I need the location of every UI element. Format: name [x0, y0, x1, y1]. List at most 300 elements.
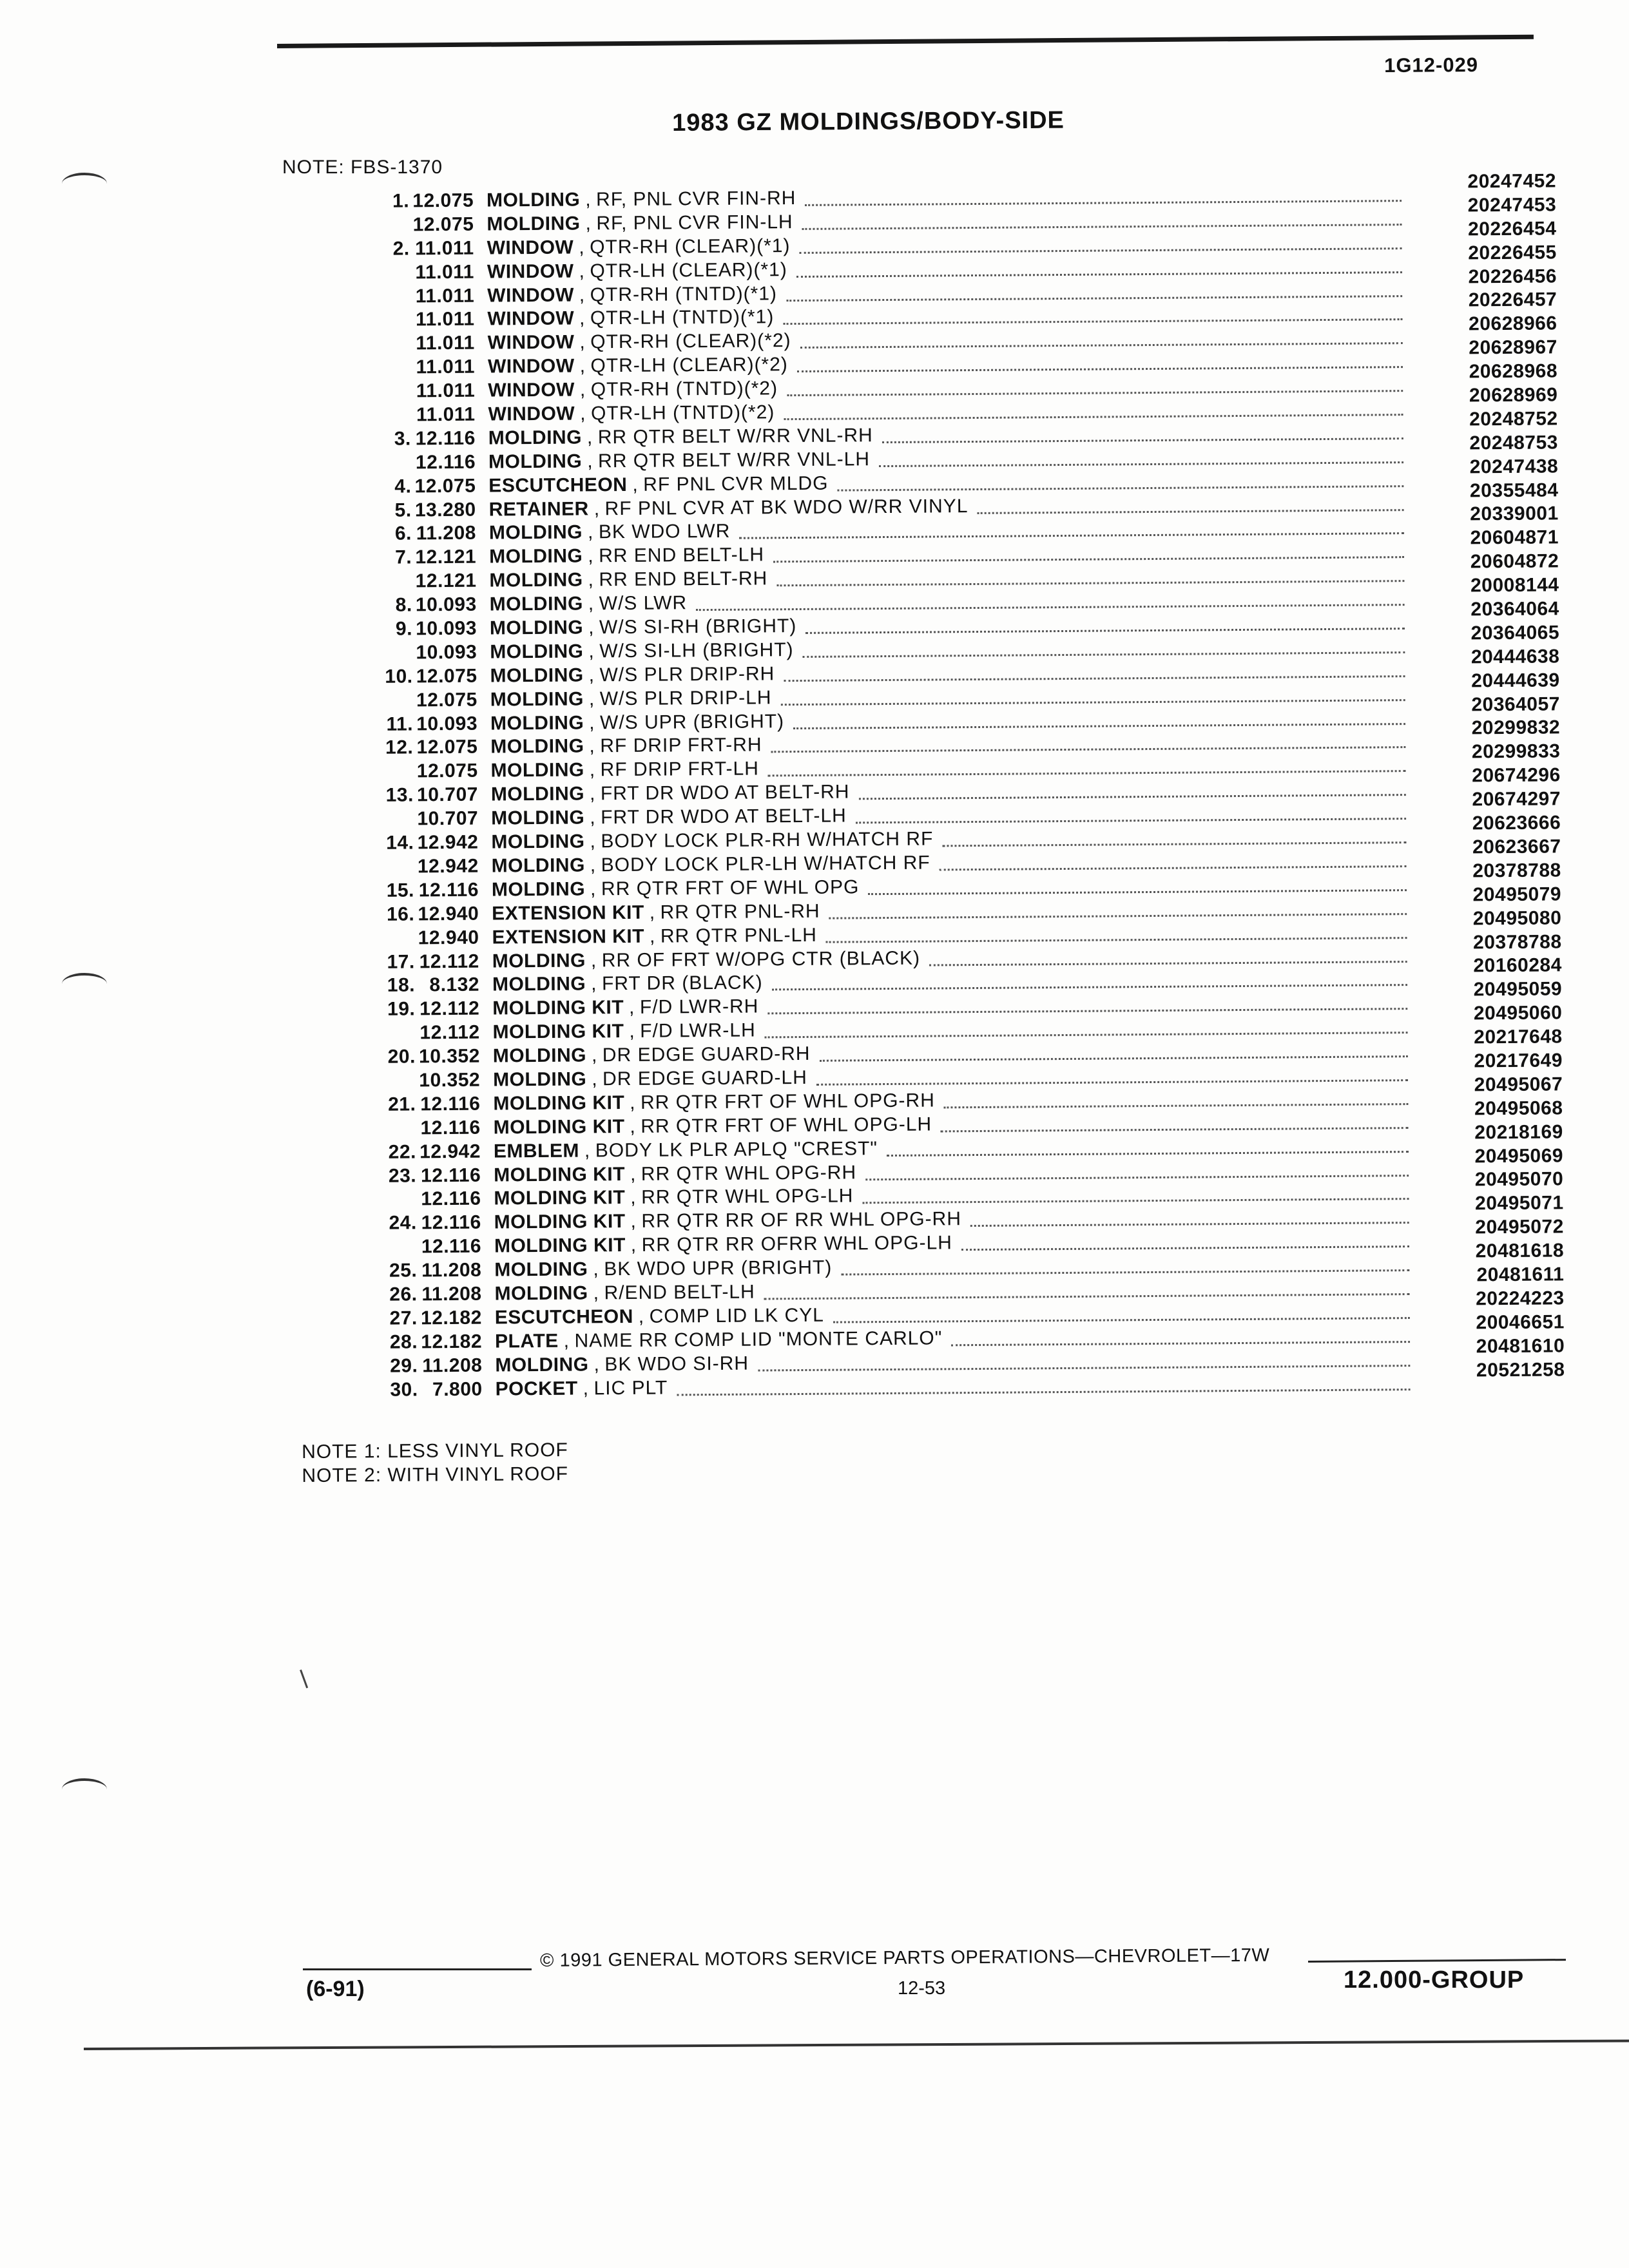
part-spec: BK WDO SI-RH — [604, 1352, 749, 1375]
part-spec: BK WDO LWR — [598, 521, 731, 543]
part-spec: QTR-RH (TNTD)(*2) — [590, 378, 778, 401]
separator-comma: , — [584, 1140, 590, 1162]
group-number: 10.352 — [418, 1045, 480, 1068]
item-number — [365, 1117, 416, 1118]
dot-leader — [868, 889, 1407, 895]
page-title: 1983 GZ MOLDINGS/BODY-SIDE — [672, 106, 1065, 137]
separator-comma: , — [585, 213, 592, 235]
part-number: 20160284 — [1473, 954, 1562, 977]
part-spec: RF DRIP FRT-LH — [600, 758, 759, 781]
part-number: 20008144 — [1470, 574, 1559, 597]
part-name: PLATE — [494, 1330, 559, 1352]
part-number: 20224223 — [1476, 1287, 1565, 1310]
part-name: MOLDING KIT — [494, 1211, 626, 1233]
item-number — [363, 927, 414, 928]
separator-comma: , — [589, 711, 595, 733]
part-spec: QTR-RH (CLEAR)(*1) — [590, 235, 791, 258]
group-number: 12.121 — [415, 570, 477, 592]
footer-rule-right — [1308, 1959, 1566, 1963]
separator-comma: , — [593, 1258, 599, 1280]
dot-leader — [879, 461, 1403, 467]
item-number — [360, 571, 412, 572]
group-number: 12.112 — [419, 1021, 480, 1044]
group-number: 12.116 — [420, 1093, 481, 1115]
separator-comma: , — [563, 1330, 570, 1352]
item-number: 3. — [394, 428, 411, 450]
group-number: 11.208 — [421, 1259, 482, 1282]
part-spec: RR QTR PNL-LH — [660, 924, 818, 947]
separator-comma: , — [638, 1305, 644, 1327]
part-spec: QTR-RH (CLEAR)(*2) — [590, 330, 791, 353]
group-number: 10.707 — [417, 807, 479, 830]
part-name: ESCUTCHEON — [488, 474, 628, 497]
part-number: 20495079 — [1472, 883, 1562, 906]
part-number: 20628966 — [1468, 312, 1557, 335]
part-name: WINDOW — [487, 355, 575, 378]
dot-leader — [940, 865, 1407, 870]
group-number: 12.075 — [416, 736, 478, 758]
dot-leader — [820, 1055, 1408, 1062]
part-number: 20299832 — [1471, 716, 1561, 739]
part-name: MOLDING KIT — [493, 1115, 625, 1139]
group-number: 12.116 — [418, 879, 479, 901]
part-spec: RF PNL CVR AT BK WDO W/RR VINYL — [604, 495, 969, 519]
part-spec: W/S PLR DRIP-RH — [599, 663, 775, 686]
group-number: 12.075 — [414, 475, 476, 497]
dot-leader — [841, 1269, 1409, 1275]
part-name: MOLDING — [489, 545, 583, 568]
group-number: 12.942 — [419, 1140, 481, 1162]
dot-leader — [797, 366, 1403, 372]
item-number: 5. — [394, 499, 412, 521]
part-name: WINDOW — [488, 379, 575, 401]
part-spec: F/D LWR-LH — [640, 1019, 756, 1042]
item-number: 29. — [390, 1355, 418, 1377]
part-number: 20495068 — [1474, 1097, 1563, 1120]
group-number: 7.800 — [432, 1378, 483, 1400]
dot-leader — [773, 556, 1404, 562]
dot-leader — [796, 271, 1402, 278]
part-name: MOLDING KIT — [492, 997, 624, 1019]
part-number: 20495060 — [1473, 1002, 1563, 1024]
part-name: MOLDING KIT — [492, 1021, 624, 1043]
dot-leader — [816, 1079, 1408, 1086]
part-number: 20481611 — [1476, 1264, 1565, 1286]
item-number: 11. — [386, 713, 414, 735]
part-number: 20217648 — [1474, 1026, 1563, 1048]
group-number: 12.940 — [418, 927, 479, 948]
dot-leader — [829, 913, 1407, 919]
part-number: 20481610 — [1476, 1334, 1565, 1357]
dot-leader — [838, 485, 1404, 491]
group-number: 12.121 — [415, 546, 477, 568]
part-spec: FRT DR (BLACK) — [601, 972, 763, 995]
part-number: 20355484 — [1469, 479, 1559, 501]
item-number — [358, 214, 409, 215]
separator-comma: , — [588, 593, 594, 615]
dot-leader — [781, 699, 1405, 706]
separator-comma: , — [649, 925, 655, 947]
dot-leader — [787, 390, 1403, 396]
group-number: 12.112 — [419, 950, 479, 972]
part-spec: BODY LK PLR APLQ "CREST" — [595, 1137, 878, 1161]
item-number: 27. — [389, 1307, 418, 1329]
part-spec: RR QTR FRT OF WHL OPG-LH — [641, 1113, 932, 1137]
part-name: WINDOW — [487, 307, 575, 330]
group-number: 8.132 — [429, 974, 480, 996]
group-number: 12.075 — [416, 665, 477, 687]
footer-group: 12.000-GROUP — [1344, 1966, 1525, 1994]
item-number: 19. — [387, 998, 416, 1020]
dot-leader — [865, 1175, 1409, 1180]
part-name: MOLDING — [494, 1258, 588, 1281]
part-name: MOLDING — [490, 759, 584, 782]
part-name: MOLDING — [491, 831, 585, 853]
part-number: 20226455 — [1468, 242, 1557, 264]
dot-leader — [862, 1198, 1409, 1204]
part-name: MOLDING — [489, 617, 584, 639]
separator-comma: , — [588, 664, 595, 686]
dot-leader — [970, 1222, 1409, 1227]
item-number: 30. — [390, 1378, 418, 1401]
dot-leader — [764, 1293, 1410, 1300]
dot-leader — [765, 1032, 1408, 1038]
item-number: 23. — [388, 1164, 417, 1187]
dot-leader — [951, 1341, 1410, 1346]
dot-leader — [944, 1103, 1409, 1108]
item-number: 26. — [389, 1283, 418, 1305]
part-spec: W/S SI-RH (BRIGHT) — [599, 615, 797, 639]
part-spec: DR EDGE GUARD-RH — [602, 1043, 811, 1066]
group-number: 11.011 — [416, 403, 476, 426]
dot-leader — [771, 747, 1406, 753]
separator-comma: , — [649, 901, 655, 923]
part-spec: W/S UPR (BRIGHT) — [599, 710, 785, 733]
item-number — [359, 357, 410, 358]
part-number: 20226456 — [1468, 265, 1557, 287]
separator-comma: , — [588, 569, 594, 591]
part-spec: RF DRIP FRT-RH — [600, 734, 762, 757]
group-number: 12.116 — [420, 1164, 481, 1186]
group-number: 13.280 — [414, 499, 476, 521]
group-number: 11.208 — [416, 523, 477, 544]
group-number: 12.116 — [421, 1235, 482, 1258]
part-spec: BODY LOCK PLR-LH W/HATCH RF — [601, 852, 930, 876]
separator-comma: , — [630, 1235, 637, 1256]
item-number: 25. — [389, 1260, 418, 1282]
item-number — [361, 761, 413, 762]
punch-hole-mark — [62, 973, 107, 995]
item-number — [359, 333, 410, 334]
part-number: 20226454 — [1467, 218, 1557, 240]
part-spec: RF, PNL CVR FIN-LH — [596, 211, 793, 235]
part-spec: RF PNL CVR MLDG — [643, 472, 829, 495]
dot-leader — [800, 342, 1403, 349]
item-number: 13. — [385, 784, 414, 806]
part-number: 20495069 — [1474, 1144, 1564, 1167]
separator-comma: , — [593, 1353, 600, 1376]
group-number: 12.116 — [415, 427, 476, 450]
separator-comma: , — [589, 735, 595, 757]
item-number: 12. — [385, 736, 414, 759]
separator-comma: , — [580, 403, 586, 425]
part-name: MOLDING — [492, 1044, 587, 1067]
group-number: 10.093 — [416, 713, 478, 735]
part-name: MOLDING — [488, 427, 583, 449]
dot-leader — [805, 628, 1405, 634]
separator-comma: , — [579, 379, 586, 401]
separator-comma: , — [579, 284, 585, 306]
footnotes — [302, 1438, 568, 1488]
dot-leader — [776, 580, 1404, 586]
top-rule — [277, 35, 1534, 48]
part-number: 20248752 — [1469, 408, 1558, 430]
item-number: 20. — [387, 1046, 416, 1068]
scan-mark — [300, 1669, 311, 1689]
separator-comma: , — [593, 497, 600, 519]
separator-comma: , — [579, 307, 586, 329]
part-name: WINDOW — [488, 403, 575, 425]
part-name: EXTENSION KIT — [492, 901, 644, 925]
item-number: 24. — [389, 1212, 417, 1234]
part-name: RETAINER — [488, 497, 589, 521]
group-number: 11.011 — [415, 237, 474, 260]
group-number: 10.093 — [415, 593, 477, 616]
group-number: 12.075 — [412, 213, 474, 236]
footer-date: (6-91) — [306, 1977, 365, 2001]
dot-leader — [802, 224, 1402, 230]
dot-leader — [803, 651, 1405, 658]
part-number: 20226457 — [1468, 289, 1557, 311]
part-number: 20495059 — [1473, 978, 1563, 1001]
part-spec: RR QTR WHL OPG-LH — [641, 1185, 854, 1209]
part-spec: QTR-RH (TNTD)(*1) — [590, 282, 778, 305]
part-name: MOLDING KIT — [493, 1091, 625, 1115]
item-number: 14. — [386, 832, 414, 854]
part-name: MOLDING — [490, 640, 584, 663]
dot-leader — [941, 1127, 1409, 1132]
part-name: MOLDING KIT — [494, 1187, 626, 1209]
part-number: 20364065 — [1470, 622, 1560, 644]
part-spec: RR QTR FRT OF WHL OPG-RH — [640, 1090, 935, 1113]
footer-copyright: © 1991 GENERAL MOTORS SERVICE PARTS OPERATIONS—CHEVROLET—17W — [540, 1945, 1270, 1971]
separator-comma: , — [588, 545, 594, 567]
part-spec: BODY LOCK PLR-RH W/HATCH RF — [601, 828, 934, 852]
part-name: EMBLEM — [493, 1140, 580, 1162]
separator-comma: , — [589, 783, 595, 805]
part-name: MOLDING — [489, 569, 583, 591]
part-number: 20364064 — [1470, 598, 1559, 620]
part-number: 20604871 — [1470, 526, 1559, 549]
dot-leader — [805, 200, 1402, 206]
group-number: 12.942 — [417, 855, 479, 878]
separator-comma: , — [589, 759, 595, 781]
separator-comma: , — [630, 1091, 636, 1113]
group-number: 12.112 — [419, 997, 480, 1020]
group-number: 11.011 — [416, 356, 476, 378]
part-name: WINDOW — [487, 331, 575, 354]
part-number: 20628969 — [1469, 384, 1558, 407]
separator-comma: , — [630, 1187, 637, 1209]
punch-hole-mark — [62, 1778, 107, 1800]
part-number: 20444639 — [1471, 669, 1560, 692]
part-number: 20628968 — [1469, 360, 1558, 383]
part-name: MOLDING — [487, 213, 581, 235]
dot-leader — [859, 794, 1406, 800]
separator-comma: , — [585, 189, 592, 211]
part-name: WINDOW — [487, 260, 574, 283]
group-number: 12.116 — [415, 451, 476, 474]
part-name: MOLDING — [488, 450, 583, 473]
group-number: 10.093 — [416, 617, 477, 640]
footer-page-number: 12-53 — [898, 1978, 946, 1999]
group-number: 10.352 — [419, 1069, 481, 1091]
group-number: 10.093 — [416, 641, 477, 664]
part-spec: RR QTR BELT W/RR VNL-LH — [597, 448, 871, 472]
part-number: 20495072 — [1475, 1216, 1564, 1238]
part-number: 20444638 — [1470, 646, 1560, 668]
dot-leader — [677, 1389, 1410, 1396]
dot-leader — [942, 841, 1406, 847]
group-number: 12.116 — [421, 1211, 481, 1234]
group-number: 12.116 — [420, 1117, 481, 1139]
part-number: 20218169 — [1474, 1120, 1563, 1143]
part-number: 20521258 — [1476, 1358, 1565, 1381]
page-id: 1G12-029 — [1384, 53, 1479, 77]
part-number: 20217649 — [1474, 1050, 1563, 1072]
part-spec: RR END BELT-LH — [599, 544, 765, 567]
part-name: EXTENSION KIT — [492, 925, 645, 948]
separator-comma: , — [629, 1021, 635, 1043]
group-number: 12.942 — [417, 831, 479, 854]
part-number: 20247438 — [1469, 456, 1559, 478]
part-number: 20378788 — [1472, 930, 1562, 953]
separator-comma: , — [630, 1163, 636, 1185]
dot-leader — [826, 937, 1407, 943]
item-number: 28. — [389, 1331, 418, 1353]
dot-leader — [856, 818, 1406, 823]
item-number — [365, 1236, 417, 1237]
separator-comma: , — [579, 355, 586, 377]
part-name: MOLDING KIT — [494, 1163, 626, 1186]
part-spec: RF, PNL CVR FIN-RH — [595, 187, 796, 211]
group-number: 11.011 — [415, 261, 475, 284]
separator-comma: , — [632, 474, 639, 495]
separator-comma: , — [630, 1115, 636, 1137]
separator-comma: , — [628, 997, 635, 1019]
dot-leader — [696, 604, 1405, 611]
dot-leader — [739, 533, 1404, 540]
dot-leader — [800, 247, 1402, 254]
part-number: 20604872 — [1470, 550, 1559, 573]
group-number: 11.208 — [422, 1354, 483, 1376]
separator-comma: , — [591, 1044, 597, 1066]
part-spec: BK WDO UPR (BRIGHT) — [604, 1256, 833, 1280]
dot-leader — [793, 723, 1405, 729]
item-number: 8. — [395, 594, 412, 616]
group-number: 12.182 — [421, 1331, 483, 1353]
part-name: MOLDING — [491, 878, 586, 901]
separator-comma: , — [588, 640, 595, 662]
part-number: 20364057 — [1471, 693, 1561, 715]
dot-leader — [758, 1365, 1410, 1371]
part-spec: QTR-LH (TNTD)(*2) — [590, 401, 775, 425]
group-number: 11.011 — [415, 285, 475, 307]
dot-leader — [784, 414, 1403, 420]
part-name: MOLDING — [490, 712, 584, 735]
part-spec: DR EDGE GUARD-LH — [602, 1066, 807, 1090]
separator-comma: , — [586, 427, 593, 448]
separator-comma: , — [590, 854, 596, 876]
part-name: MOLDING — [490, 688, 584, 711]
part-number: 20495070 — [1474, 1168, 1564, 1191]
part-spec: RR OF FRT W/OPG CTR (BLACK) — [601, 947, 921, 971]
separator-comma: , — [588, 617, 595, 639]
item-number — [359, 404, 410, 405]
part-name: POCKET — [495, 1378, 578, 1400]
part-name: MOLDING — [493, 1068, 587, 1091]
group-number: 12.940 — [418, 903, 479, 925]
item-number: 9. — [395, 618, 413, 640]
part-number: 20674297 — [1472, 788, 1561, 811]
part-spec: FRT DR WDO AT BELT-LH — [601, 805, 847, 829]
separator-comma: , — [592, 1068, 598, 1090]
dot-leader — [767, 1008, 1407, 1014]
item-number: 15. — [386, 879, 415, 901]
part-name: MOLDING — [494, 1282, 588, 1305]
item-number: 1. — [392, 190, 410, 212]
separator-comma: , — [590, 807, 596, 829]
group-number: 11.011 — [416, 380, 476, 402]
parts-list — [358, 170, 1565, 1403]
dot-leader — [772, 984, 1407, 990]
dot-leader — [961, 1245, 1409, 1251]
group-number: 12.182 — [420, 1307, 482, 1329]
item-number: 2. — [392, 238, 410, 260]
item-number: 7. — [395, 546, 412, 568]
part-spec: RR END BELT-RH — [599, 568, 768, 591]
group-number: 10.707 — [416, 783, 478, 806]
separator-comma: , — [630, 1211, 637, 1233]
item-number: 10. — [385, 666, 413, 687]
item-number — [361, 689, 413, 690]
group-number: 12.116 — [421, 1188, 481, 1210]
part-number: 20339001 — [1470, 503, 1559, 525]
item-number: 22. — [388, 1140, 417, 1163]
separator-comma: , — [591, 973, 597, 995]
separator-comma: , — [579, 331, 586, 353]
part-name: MOLDING — [495, 1354, 589, 1376]
part-name: MOLDING — [488, 521, 583, 544]
punch-hole-mark — [62, 173, 107, 195]
dot-leader — [786, 295, 1402, 302]
part-spec: QTR-LH (CLEAR)(*2) — [590, 354, 788, 377]
part-number: 20623666 — [1472, 812, 1561, 834]
dot-leader — [833, 1317, 1410, 1323]
item-number: 4. — [394, 476, 412, 497]
part-spec: NAME RR COMP LID "MONTE CARLO" — [574, 1327, 943, 1352]
part-spec: LIC PLT — [593, 1377, 668, 1399]
separator-comma: , — [590, 878, 597, 900]
separator-comma: , — [579, 260, 585, 282]
part-number: 20046651 — [1476, 1311, 1565, 1334]
part-name: MOLDING — [486, 189, 581, 211]
part-number: 20378788 — [1472, 860, 1561, 882]
part-name: MOLDING — [491, 854, 585, 877]
separator-comma: , — [590, 831, 596, 852]
group-number: 12.075 — [416, 760, 478, 782]
part-spec: RR QTR BELT W/RR VNL-RH — [597, 425, 873, 448]
